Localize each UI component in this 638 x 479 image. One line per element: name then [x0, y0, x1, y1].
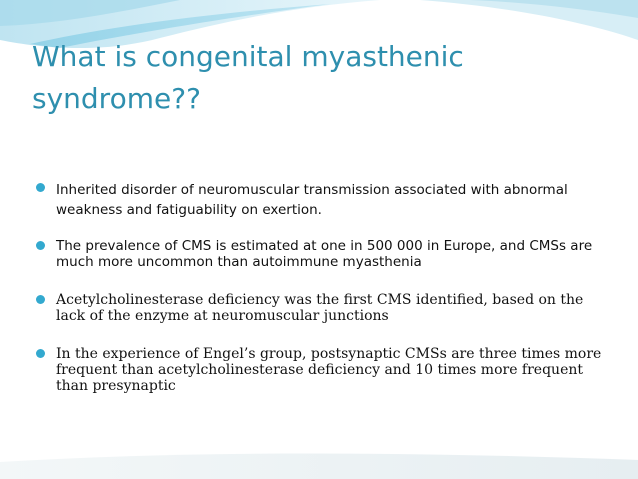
bullet-item — [36, 292, 606, 324]
bullet-text: Acetylcholinesterase deficiency was the first CMS identified, based on the lack of the enzyme at neuromuscular junctions — [56, 292, 584, 324]
bullet-list — [36, 180, 606, 414]
bullet-text: The prevalence of CMS is estimated at one in 500 000 in Europe, and CMSs are much more uncommon than autoimmune myasthenia — [56, 238, 593, 270]
bullet-marker-icon — [36, 183, 45, 192]
bullet-item — [36, 346, 606, 394]
bullet-marker-icon — [36, 349, 45, 358]
bullet-marker-icon — [36, 241, 45, 250]
bullet-item — [36, 180, 606, 220]
bullet-marker-icon — [36, 295, 45, 304]
bullet-text: In the experience of Engel’s group, postsynaptic CMSs are three times more frequent than acetylcholinesterase deficiency and 10 times more frequent than presynaptic — [56, 346, 602, 394]
bullet-text: Inherited disorder of neuromuscular transmission associated with abnormal weakness and fatiguability on exertion. — [56, 182, 568, 218]
bullet-item — [36, 238, 606, 270]
slide-title: What is congenital myasthenic syndrome?? — [32, 40, 464, 115]
